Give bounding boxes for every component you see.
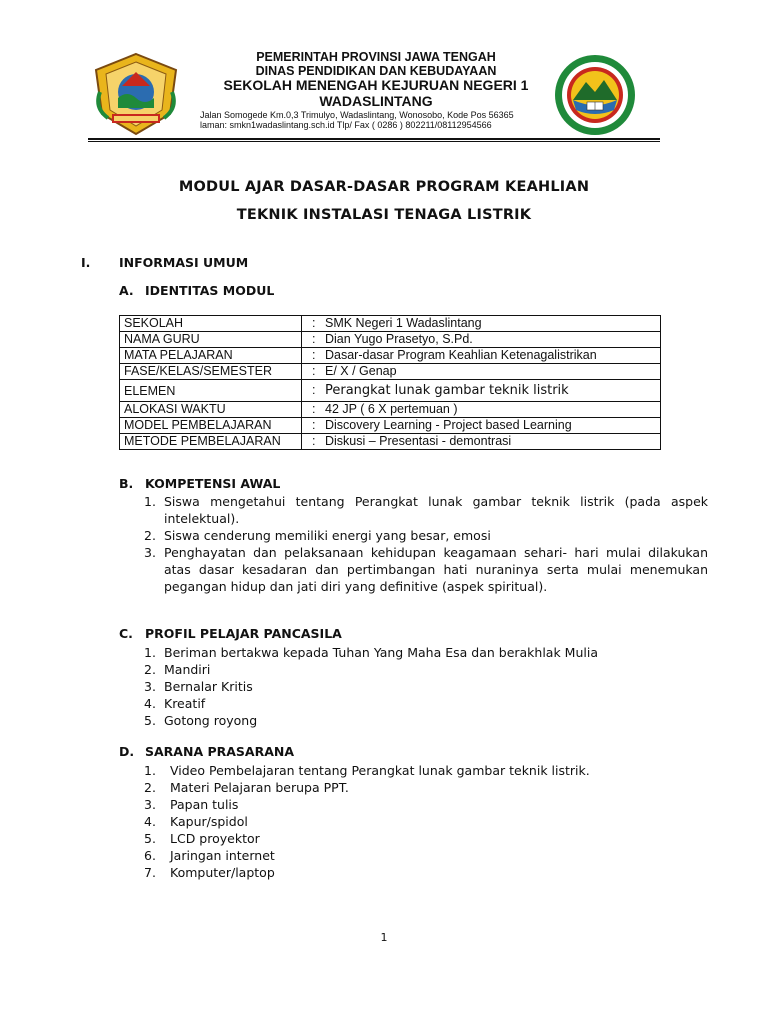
subsection-heading-a (119, 283, 274, 298)
list-text: Materi Pelajaran berupa PPT. (170, 780, 349, 795)
table-value-cell (302, 364, 661, 380)
list-item (144, 678, 598, 695)
list-number: 3. (144, 797, 156, 812)
table-value-cell (302, 380, 661, 402)
table-row (120, 316, 661, 332)
list-item (144, 847, 590, 864)
subsection-title: KOMPETENSI AWAL (145, 476, 281, 491)
list-number: 4. (144, 814, 156, 829)
table-row (120, 418, 661, 434)
letterhead-divider (88, 138, 660, 140)
section-numeral: I. (81, 255, 91, 270)
table-value: Diskusi – Presentasi - demontrasi (325, 434, 512, 448)
identity-table (119, 315, 661, 450)
table-row (120, 332, 661, 348)
list-number: 5. (144, 831, 156, 846)
list-item (144, 544, 708, 595)
list-text: Video Pembelajaran tentang Perangkat lunak gambar teknik listrik. (170, 763, 590, 778)
colon: : (312, 383, 316, 397)
subsection-letter: D. (119, 744, 135, 759)
subsection-title: IDENTITAS MODUL (145, 283, 275, 298)
table-key: MODEL PEMBELAJARAN (120, 418, 302, 434)
facilities-list (144, 762, 590, 881)
list-item (144, 796, 590, 813)
list-number: 6. (144, 848, 156, 863)
list-number: 2. (144, 528, 156, 543)
colon: : (312, 316, 316, 330)
table-row (120, 348, 661, 364)
table-value-cell (302, 402, 661, 418)
list-text: Penghayatan dan pelaksanaan kehidupan keagamaan sehari- hari mulai dilakukan atas dasar kesadaran dan pertimbangan hati nuraninya serta mulai menemukan pegangan hidup dan jati diri yang definitive (aspek spiritual). (164, 545, 708, 594)
colon: : (312, 332, 316, 346)
colon: : (312, 418, 316, 432)
table-value: Dasar-dasar Program Keahlian Ketenagalistrikan (325, 348, 597, 362)
list-number: 7. (144, 865, 156, 880)
table-key: MATA PELAJARAN (120, 348, 302, 364)
colon: : (312, 434, 316, 448)
list-text: Siswa mengetahui tentang Perangkat lunak gambar teknik listrik (pada aspek intelektual). (164, 494, 708, 526)
list-text: Bernalar Kritis (164, 679, 253, 694)
table-value-cell (302, 316, 661, 332)
subsection-letter: C. (119, 626, 133, 641)
list-text: Kreatif (164, 696, 206, 711)
letterhead-government: PEMERINTAH PROVINSI JAWA TENGAH (256, 50, 496, 64)
subsection-letter: B. (119, 476, 134, 491)
table-key: METODE PEMBELAJARAN (120, 434, 302, 450)
letterhead-text (196, 50, 556, 109)
section-heading: INFORMASI UMUM (119, 255, 249, 270)
list-item (144, 779, 590, 796)
letterhead-department: DINAS PENDIDIKAN DAN KEBUDAYAAN (255, 64, 497, 78)
letterhead-divider-thin (88, 141, 660, 142)
table-row (120, 380, 661, 402)
list-item (144, 864, 590, 881)
table-key: FASE/KELAS/SEMESTER (120, 364, 302, 380)
table-value: Discovery Learning - Project based Learning (325, 418, 572, 432)
letterhead-address (196, 110, 560, 130)
letterhead-school: SEKOLAH MENENGAH KEJURUAN NEGERI 1 (223, 77, 529, 93)
list-number: 2. (144, 780, 156, 795)
list-item (144, 712, 598, 729)
list-text: Komputer/laptop (170, 865, 275, 880)
list-number: 2. (144, 662, 156, 677)
list-text: Mandiri (164, 662, 211, 677)
list-item (144, 695, 598, 712)
list-text: Papan tulis (170, 797, 239, 812)
table-key: SEKOLAH (120, 316, 302, 332)
colon: : (312, 348, 316, 362)
list-text: Beriman bertakwa kepada Tuhan Yang Maha Esa dan berakhlak Mulia (164, 645, 598, 660)
list-number: 1. (144, 494, 156, 509)
list-item (144, 661, 598, 678)
subsection-title: PROFIL PELAJAR PANCASILA (145, 626, 342, 641)
table-value: Perangkat lunak gambar teknik listrik (325, 383, 569, 398)
table-value-cell (302, 332, 661, 348)
table-key: ALOKASI WAKTU (120, 402, 302, 418)
colon: : (312, 402, 316, 416)
provincial-crest-icon (92, 52, 180, 136)
list-text: Jaringan internet (170, 848, 275, 863)
school-emblem-icon (554, 54, 636, 136)
table-value: Dian Yugo Prasetyo, S.Pd. (325, 332, 473, 346)
list-text: Kapur/spidol (170, 814, 248, 829)
letterhead-location: WADASLINTANG (319, 93, 433, 109)
subsection-letter: A. (119, 283, 134, 298)
competency-list (144, 493, 708, 595)
table-row (120, 402, 661, 418)
list-item (144, 493, 708, 527)
table-value: 42 JP ( 6 X pertemuan ) (325, 402, 458, 416)
list-text: LCD proyektor (170, 831, 260, 846)
table-key: NAMA GURU (120, 332, 302, 348)
colon: : (312, 364, 316, 378)
table-value: E/ X / Genap (325, 364, 397, 378)
letterhead (88, 46, 660, 142)
address-line: Jalan Somogede Km.0,3 Trimulyo, Wadaslintang, Wonosobo, Kode Pos 56365 (200, 110, 514, 120)
table-value-cell (302, 348, 661, 364)
subsection-heading-c (119, 626, 342, 641)
list-text: Siswa cenderung memiliki energi yang besar, emosi (164, 528, 491, 543)
list-number: 5. (144, 713, 156, 728)
list-item (144, 830, 590, 847)
document-title: MODUL AJAR DASAR-DASAR PROGRAM KEAHLIAN (178, 179, 590, 195)
subsection-heading-d (119, 744, 294, 759)
table-row (120, 364, 661, 380)
list-number: 4. (144, 696, 156, 711)
subsection-heading-b (119, 476, 280, 491)
contact-line: laman: smkn1wadaslintang.sch.id Tlp/ Fax ( 0286 ) 802211/08112954566 (200, 120, 492, 130)
pancasila-profile-list (144, 644, 598, 729)
list-number: 3. (144, 679, 156, 694)
list-number: 3. (144, 545, 156, 560)
subsection-title: SARANA PRASARANA (145, 744, 295, 759)
list-item (144, 813, 590, 830)
list-item (144, 527, 708, 544)
table-value-cell (302, 434, 661, 450)
list-item (144, 644, 598, 661)
document-subtitle: TEKNIK INSTALASI TENAGA LISTRIK (236, 207, 532, 223)
table-key: ELEMEN (120, 380, 302, 402)
list-text: Gotong royong (164, 713, 258, 728)
table-row (120, 434, 661, 450)
table-value-cell (302, 418, 661, 434)
list-number: 1. (144, 645, 156, 660)
table-value: SMK Negeri 1 Wadaslintang (325, 316, 482, 330)
list-number: 1. (144, 763, 156, 778)
page-number: 1 (380, 931, 388, 944)
list-item (144, 762, 590, 779)
